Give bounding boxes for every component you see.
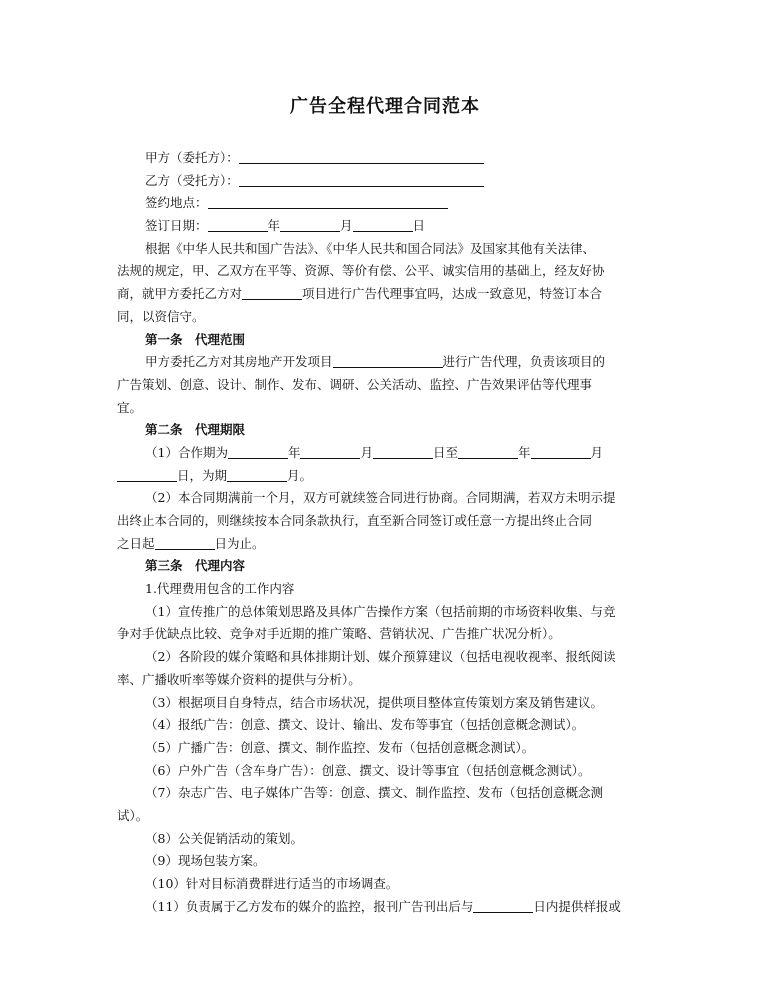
article-3-item [117,896,654,919]
article-3-item: 率、广播收听率等媒介资料的提供与分析）。 [117,671,361,687]
sign-place-blank[interactable] [208,194,448,209]
article-2-term-line [117,465,654,488]
termination-days-blank[interactable] [155,535,215,550]
preamble-text: 项目进行广告代理事宜吗，达成一致意见，特签订本合 [302,286,603,302]
article-1-text: 进行广告代理，负责该项目的 [442,354,606,370]
article-3-item: （7）杂志广告、电子媒体广告等：创意、撰文、制作监控、发布（包括创意概念测 [145,785,603,801]
preamble-text: 商，就甲方委托乙方对 [117,286,243,302]
sign-month-unit: 月 [340,218,353,234]
party-b-line [117,170,654,193]
term-label: （1）合作期为 [145,444,228,460]
document-body [117,147,654,918]
project-name-blank[interactable] [242,285,302,300]
item-11-text: （11）负责属于乙方发布的媒介的监控，报刊广告刊出后与 [145,898,474,914]
article-2-renewal-line: 出终止本合同的，则继续按本合同条款执行，直至新合同签订或任意一方提出终止合同 [117,513,593,528]
months-unit: 月。 [287,467,313,483]
sign-day-blank[interactable] [353,217,413,232]
party-b-blank[interactable] [239,172,484,187]
sign-year-unit: 年 [267,218,281,234]
renewal-text: 之日起 [117,535,155,551]
party-b-label: 乙方（受托方）： [145,172,239,188]
article-2-term-line [117,442,654,465]
article-3-item: （8）公关促销活动的策划。 [145,830,303,846]
start-month-blank[interactable] [300,444,360,459]
party-a-line [117,147,654,170]
month-unit: 月 [590,444,604,460]
document-title: 广告全程代理合同范本 [290,96,480,117]
dev-project-blank[interactable] [333,353,443,368]
sign-date-label: 签订日期： [145,218,208,234]
duration-text: 日，为期 [177,467,228,483]
preamble-line: 同，以资信守。 [117,308,205,324]
start-day-blank[interactable] [373,444,433,459]
sign-day-unit: 日 [412,218,426,234]
article-3-item: （6）户外广告（含车身广告）：创意、撰文、设计等事宜（包括创意概念测试）。 [145,762,591,778]
article-3-subheading: 1.代理费用包含的工作内容 [145,581,295,597]
end-day-blank[interactable] [117,467,177,482]
day-to-text: 日至 [433,444,459,460]
article-2-renewal-line [117,533,654,556]
party-a-blank[interactable] [239,149,484,164]
sign-date-line [117,215,654,238]
article-3-item: 试）。 [117,807,149,823]
article-3-item: （9）现场包装方案。 [145,853,266,869]
article-2-renewal-line: （2）本合同期满前一个月，双方可就续签合同进行协商。合同期满，若双方未明示提 [145,490,616,506]
article-3-item: 争对手优缺点比较、竞争对手近期的推广策略、营销状况、广告推广状况分析）。 [117,626,561,642]
article-1-line: 广告策划、创意、设计、制作、发布、调研、公关活动、监控、广告效果评估等代理事 [117,376,593,392]
article-1-line [117,351,654,374]
article-3-item: （5）广播广告：创意、撰文、制作监控、发布（包括创意概念测试）。 [145,739,535,755]
year-unit: 年 [287,444,301,460]
article-1-heading: 第一条 代理范围 [145,331,246,347]
preamble-line [117,283,654,306]
article-1-line: 宜。 [117,399,143,415]
article-3-heading: 第三条 代理内容 [145,558,246,574]
article-3-item: （4）报纸广告：创意、撰文、设计、输出、发布等事宜（包括创意概念测试）。 [145,717,585,733]
party-a-label: 甲方（委托方）： [145,150,239,165]
month-unit: 月 [360,444,373,460]
article-1-text: 甲方委托乙方对其房地产开发项目 [145,354,333,370]
sign-place-line [117,192,654,215]
sign-year-blank[interactable] [208,217,268,232]
article-3-item: （3）根据项目自身特点，结合市场状况，提供项目整体宣传策划方案及销售建议。 [145,694,603,710]
sign-month-blank[interactable] [280,217,340,232]
preamble-line: 根据《中华人民共和国广告法》、《中华人民共和国合同法》及国家其他有关法律、 [145,240,596,256]
end-year-blank[interactable] [458,444,518,459]
end-month-blank[interactable] [531,444,591,459]
item-11-text: 日内提供样报或 [533,898,621,914]
sample-days-blank[interactable] [473,898,533,913]
renewal-text: 日为止。 [214,535,265,551]
start-year-blank[interactable] [228,444,288,459]
sign-place-label: 签约地点： [145,195,208,211]
article-3-item: （1）宣传推广的总体策划思路及具体广告操作方案（包括前期的市场资料收集、与竞 [145,603,616,619]
article-3-item: （10）针对目标消费群进行适当的市场调查。 [145,876,399,891]
article-2-heading: 第二条 代理期限 [145,422,246,438]
year-unit: 年 [518,444,531,460]
preamble-line: 法规的规定，甲、乙双方在平等、资源、等价有偿、公平、诚实信用的基础上，经友好协 [117,263,605,279]
duration-months-blank[interactable] [227,467,287,482]
article-3-item: （2）各阶段的媒介策略和具体排期计划、媒介预算建议（包括电视收视率、报纸阅读 [145,649,616,665]
